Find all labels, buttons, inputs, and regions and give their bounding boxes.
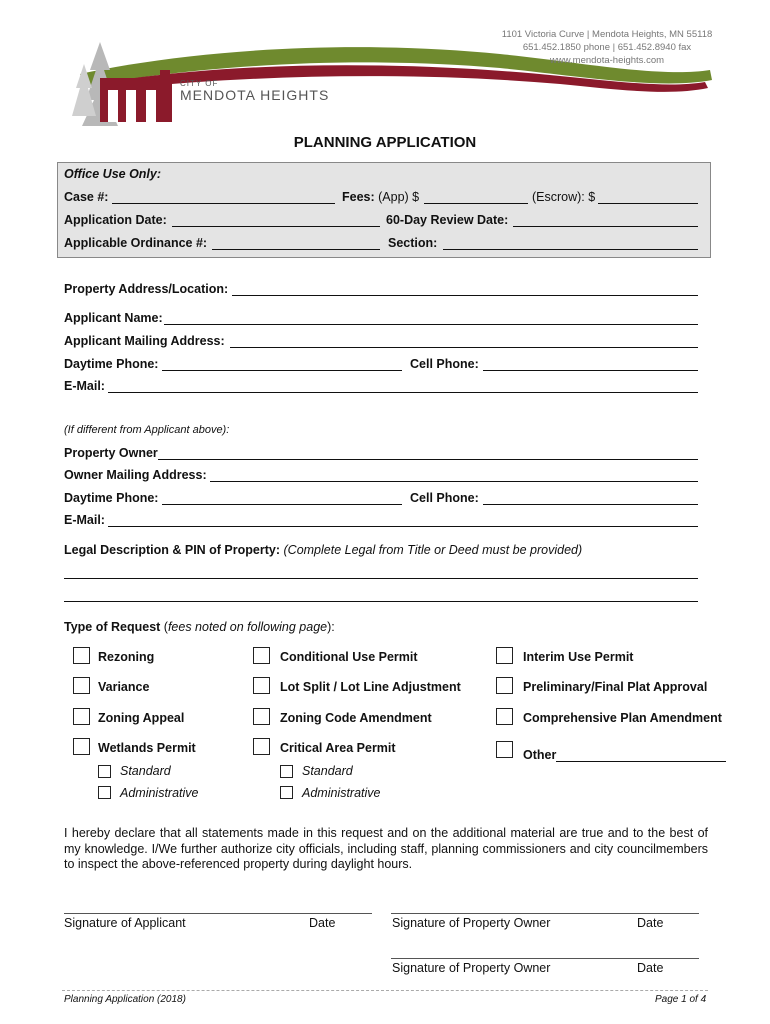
wetlands-administrative-label: Administrative (120, 786, 199, 800)
application-date-label: Application Date: (64, 213, 167, 227)
critical-administrative-checkbox[interactable] (280, 786, 293, 799)
property-address-field[interactable] (232, 295, 698, 296)
variance-label: Variance (98, 680, 150, 694)
applicant-mailing-field[interactable] (230, 347, 698, 348)
owner-email-field[interactable] (108, 526, 698, 527)
applicant-signature-line[interactable] (64, 913, 372, 914)
fees-app-field[interactable] (424, 203, 528, 204)
owner-email-label: E-Mail: (64, 513, 105, 527)
lot-split-label: Lot Split / Lot Line Adjustment (280, 680, 461, 694)
applicant-email-label: E-Mail: (64, 379, 105, 393)
property-address-label: Property Address/Location: (64, 282, 229, 296)
fees-label-group (342, 190, 419, 204)
office-use-heading: Office Use Only: (64, 167, 162, 181)
legal-description-note: (Complete Legal from Title or Deed must be provided) (283, 543, 583, 557)
legal-description-line-2[interactable] (64, 601, 698, 602)
interim-use-label: Interim Use Permit (523, 650, 634, 664)
case-field[interactable] (112, 203, 335, 204)
rezoning-checkbox[interactable] (73, 647, 90, 664)
legal-description-line-1[interactable] (64, 578, 698, 579)
owner-daytime-phone-field[interactable] (162, 504, 402, 505)
owner-signature-line-1[interactable] (391, 913, 699, 914)
fees-app-label: (App) $ (378, 190, 420, 204)
contact-website: www.mendota-heights.com (549, 55, 665, 66)
owner-date-label-2: Date (637, 961, 664, 975)
contact-phones: 651.452.1850 phone | 651.452.8940 fax (522, 42, 692, 53)
owner-daytime-phone-label: Daytime Phone: (64, 491, 159, 505)
wetlands-administrative-checkbox[interactable] (98, 786, 111, 799)
comp-plan-label: Comprehensive Plan Amendment (523, 711, 722, 725)
applicant-signature-label: Signature of Applicant (64, 916, 186, 930)
owner-cell-phone-label: Cell Phone: (410, 491, 479, 505)
applicant-daytime-phone-field[interactable] (162, 370, 402, 371)
lot-split-checkbox[interactable] (253, 677, 270, 694)
other-field[interactable] (556, 761, 726, 762)
critical-standard-label: Standard (302, 764, 353, 778)
case-label: Case #: (64, 190, 109, 204)
page-title: PLANNING APPLICATION (293, 134, 477, 151)
comp-plan-checkbox[interactable] (496, 708, 513, 725)
section-label: Section: (388, 236, 438, 250)
owner-signature-label-1: Signature of Property Owner (392, 916, 551, 930)
ordinance-label: Applicable Ordinance #: (64, 236, 208, 250)
property-owner-field[interactable] (158, 459, 698, 460)
review-date-field[interactable] (513, 226, 698, 227)
contact-address: 1101 Victoria Curve | Mendota Heights, MN 55118 (501, 29, 713, 40)
wetlands-permit-checkbox[interactable] (73, 738, 90, 755)
legal-description-heading (64, 543, 582, 557)
owner-mailing-field[interactable] (210, 481, 698, 482)
contact-block (472, 28, 742, 67)
plat-approval-label: Preliminary/Final Plat Approval (523, 680, 708, 694)
conditional-use-label: Conditional Use Permit (280, 650, 418, 664)
fees-escrow-field[interactable] (598, 203, 698, 204)
critical-area-checkbox[interactable] (253, 738, 270, 755)
footer-doc-title: Planning Application (2018) (64, 994, 186, 1005)
request-note-open: ( (160, 620, 168, 634)
request-heading (64, 620, 335, 634)
wetlands-standard-label: Standard (120, 764, 171, 778)
applicant-date-label: Date (309, 916, 336, 930)
applicant-name-label: Applicant Name: (64, 311, 163, 325)
application-date-field[interactable] (172, 226, 380, 227)
logo-city-name: MENDOTA HEIGHTS (180, 87, 330, 103)
footer-divider (62, 990, 708, 991)
request-note: fees noted on following page (167, 620, 328, 634)
request-label: Type of Request (64, 620, 161, 634)
zoning-appeal-label: Zoning Appeal (98, 711, 185, 725)
wetlands-standard-checkbox[interactable] (98, 765, 111, 778)
interim-use-checkbox[interactable] (496, 647, 513, 664)
section-field[interactable] (443, 249, 698, 250)
critical-administrative-label: Administrative (302, 786, 381, 800)
legal-description-label: Legal Description & PIN of Property: (64, 543, 281, 557)
critical-area-label: Critical Area Permit (280, 741, 396, 755)
ordinance-field[interactable] (212, 249, 380, 250)
applicant-daytime-phone-label: Daytime Phone: (64, 357, 159, 371)
fees-label: Fees: (342, 190, 375, 204)
zoning-code-checkbox[interactable] (253, 708, 270, 725)
footer-page-number: Page 1 of 4 (655, 994, 707, 1005)
logo-city-of: CITY OF (180, 79, 219, 88)
applicant-cell-phone-label: Cell Phone: (410, 357, 479, 371)
other-checkbox[interactable] (496, 741, 513, 758)
plat-approval-checkbox[interactable] (496, 677, 513, 694)
owner-mailing-label: Owner Mailing Address: (64, 468, 207, 482)
owner-cell-phone-field[interactable] (483, 504, 698, 505)
zoning-code-label: Zoning Code Amendment (280, 711, 432, 725)
owner-note: (If different from Applicant above): (64, 424, 230, 436)
owner-signature-line-2[interactable] (391, 958, 699, 959)
wetlands-permit-label: Wetlands Permit (98, 741, 196, 755)
request-note-close: ): (327, 620, 335, 634)
other-label: Other (523, 748, 557, 762)
applicant-email-field[interactable] (108, 392, 698, 393)
rezoning-label: Rezoning (98, 650, 155, 664)
critical-standard-checkbox[interactable] (280, 765, 293, 778)
property-owner-label: Property Owner (64, 446, 158, 460)
applicant-mailing-label: Applicant Mailing Address: (64, 334, 225, 348)
applicant-cell-phone-field[interactable] (483, 370, 698, 371)
review-date-label: 60-Day Review Date: (386, 213, 509, 227)
declaration-text: I hereby declare that all statements made in this request and on the additional material are true and to the best of my knowledge. I/We further authorize city officials, including staff, planning commissioners and city councilmembers to inspect the above-referenced property during daylight hours. (64, 826, 708, 871)
applicant-name-field[interactable] (164, 324, 698, 325)
variance-checkbox[interactable] (73, 677, 90, 694)
owner-signature-label-2: Signature of Property Owner (392, 961, 551, 975)
owner-date-label-1: Date (637, 916, 664, 930)
conditional-use-checkbox[interactable] (253, 647, 270, 664)
fees-escrow-label: (Escrow): $ (532, 190, 596, 204)
zoning-appeal-checkbox[interactable] (73, 708, 90, 725)
